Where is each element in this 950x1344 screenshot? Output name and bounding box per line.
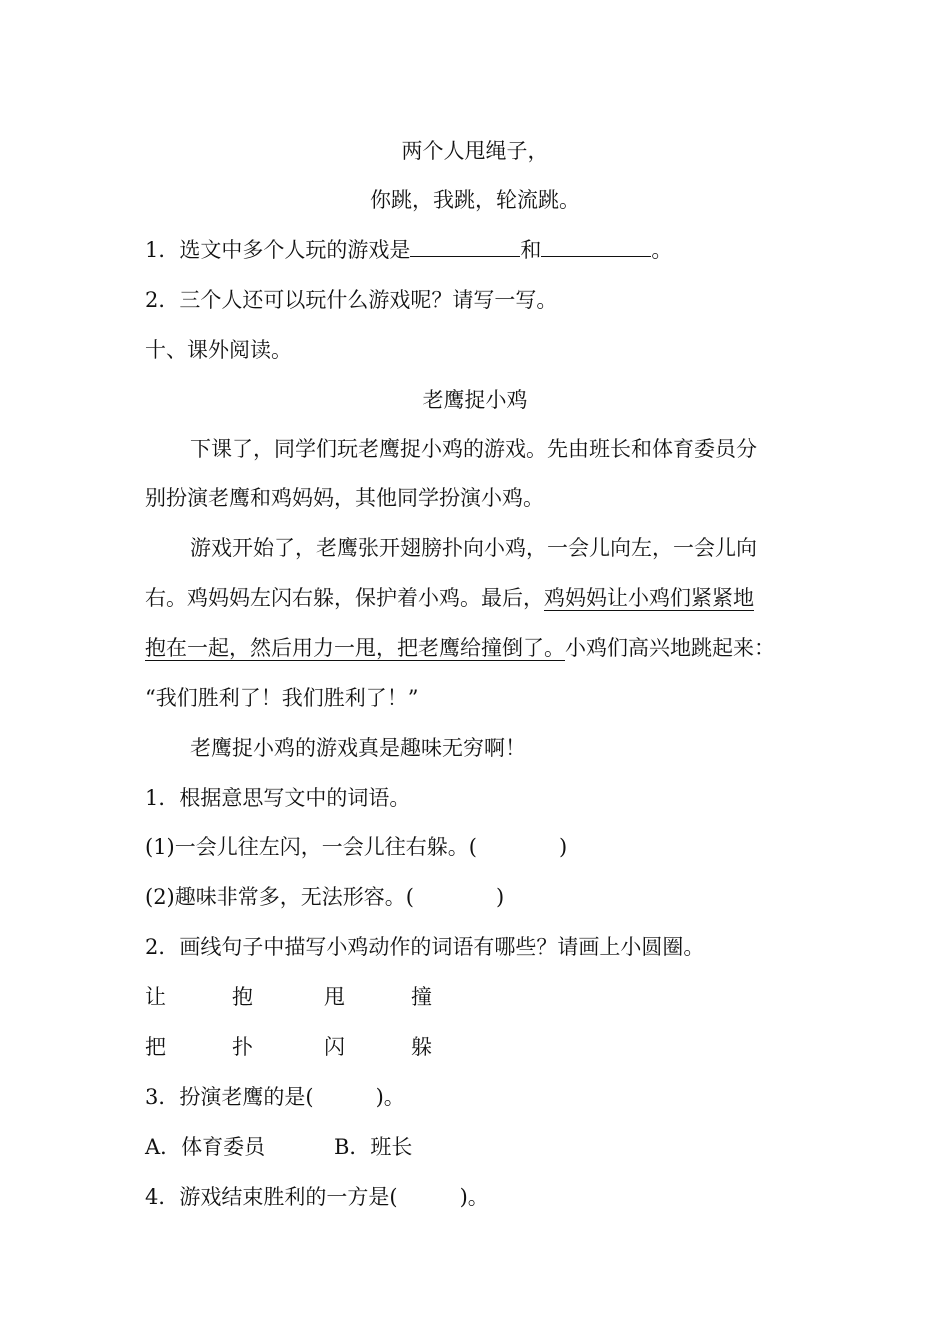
answer-blank-1[interactable]: [410, 238, 520, 257]
word-option[interactable]: 闪: [324, 1035, 345, 1059]
question-10-3-text: 3．扮演老鹰的是(: [145, 1085, 314, 1109]
word-option[interactable]: 把: [145, 1035, 166, 1059]
answer-blank-2[interactable]: [541, 238, 651, 257]
question-9-1: [145, 235, 672, 265]
word-option[interactable]: 甩: [324, 985, 345, 1009]
question-10-1: 1．根据意思写文中的词语。: [145, 786, 411, 810]
paragraph-2-line-3: [145, 633, 775, 663]
word-option[interactable]: 撞: [411, 985, 432, 1009]
paragraph-2-line-3-plain: 小鸡们高兴地跳起来：: [565, 636, 775, 660]
question-10-2: 2．画线句子中描写小鸡动作的词语有哪些？请画上小圆圈。: [145, 935, 705, 959]
question-10-1-2-close: ): [495, 885, 505, 909]
question-9-1-suffix: 。: [651, 238, 673, 262]
word-option[interactable]: 扑: [232, 1035, 253, 1059]
question-9-2: 2．三个人还可以玩什么游戏呢？请写一写。: [145, 288, 558, 312]
question-10-1-2-text: (2)趣味非常多，无法形容。(: [145, 885, 414, 909]
paragraph-2-line-2-plain: 右。鸡妈妈左闪右躲，保护着小鸡。最后，: [145, 586, 544, 610]
poem-line-2: 你跳，我跳，轮流跳。: [370, 188, 580, 212]
question-10-1-2: [145, 882, 504, 912]
underlined-sentence-part-2: 抱在一起，然后用力一甩，把老鹰给撞倒了。: [145, 636, 565, 660]
option-b[interactable]: B．班长: [334, 1135, 413, 1159]
word-option[interactable]: 抱: [232, 985, 253, 1009]
option-a[interactable]: A．体育委员: [145, 1135, 266, 1159]
passage-title: 老鹰捉小鸡: [422, 388, 528, 412]
paragraph-3: 老鹰捉小鸡的游戏真是趣味无穷啊！: [190, 736, 526, 760]
question-10-1-1-text: (1)一会儿往左闪，一会儿往右躲。(: [145, 835, 477, 859]
question-10-1-1: [145, 832, 567, 862]
word-option[interactable]: 躲: [411, 1035, 432, 1059]
paragraph-1-line-1: 下课了，同学们玩老鹰捉小鸡的游戏。先由班长和体育委员分: [190, 437, 757, 461]
question-10-3-close: )。: [375, 1085, 405, 1109]
question-10-4-close: )。: [459, 1185, 489, 1209]
question-10-3: [145, 1082, 405, 1112]
question-10-1-1-close: ): [558, 835, 568, 859]
question-10-4: [145, 1182, 489, 1212]
paragraph-2-line-1: 游戏开始了，老鹰张开翅膀扑向小鸡，一会儿向左，一会儿向: [190, 536, 757, 560]
poem-line-1: 两个人甩绳子，: [401, 139, 549, 163]
underlined-sentence-part-1: 鸡妈妈让小鸡们紧紧地: [544, 586, 754, 610]
question-9-1-mid: 和: [520, 238, 542, 262]
question-9-1-prefix: 1．选文中多个人玩的游戏是: [145, 238, 411, 262]
paragraph-2-line-4: “我们胜利了！我们胜利了！”: [145, 686, 419, 710]
section-10-heading: 十、课外阅读。: [145, 338, 292, 362]
paragraph-1-line-2: 别扮演老鹰和鸡妈妈，其他同学扮演小鸡。: [145, 486, 544, 510]
word-option[interactable]: 让: [145, 985, 166, 1009]
question-10-4-text: 4．游戏结束胜利的一方是(: [145, 1185, 398, 1209]
paragraph-2-line-2: [145, 583, 754, 613]
